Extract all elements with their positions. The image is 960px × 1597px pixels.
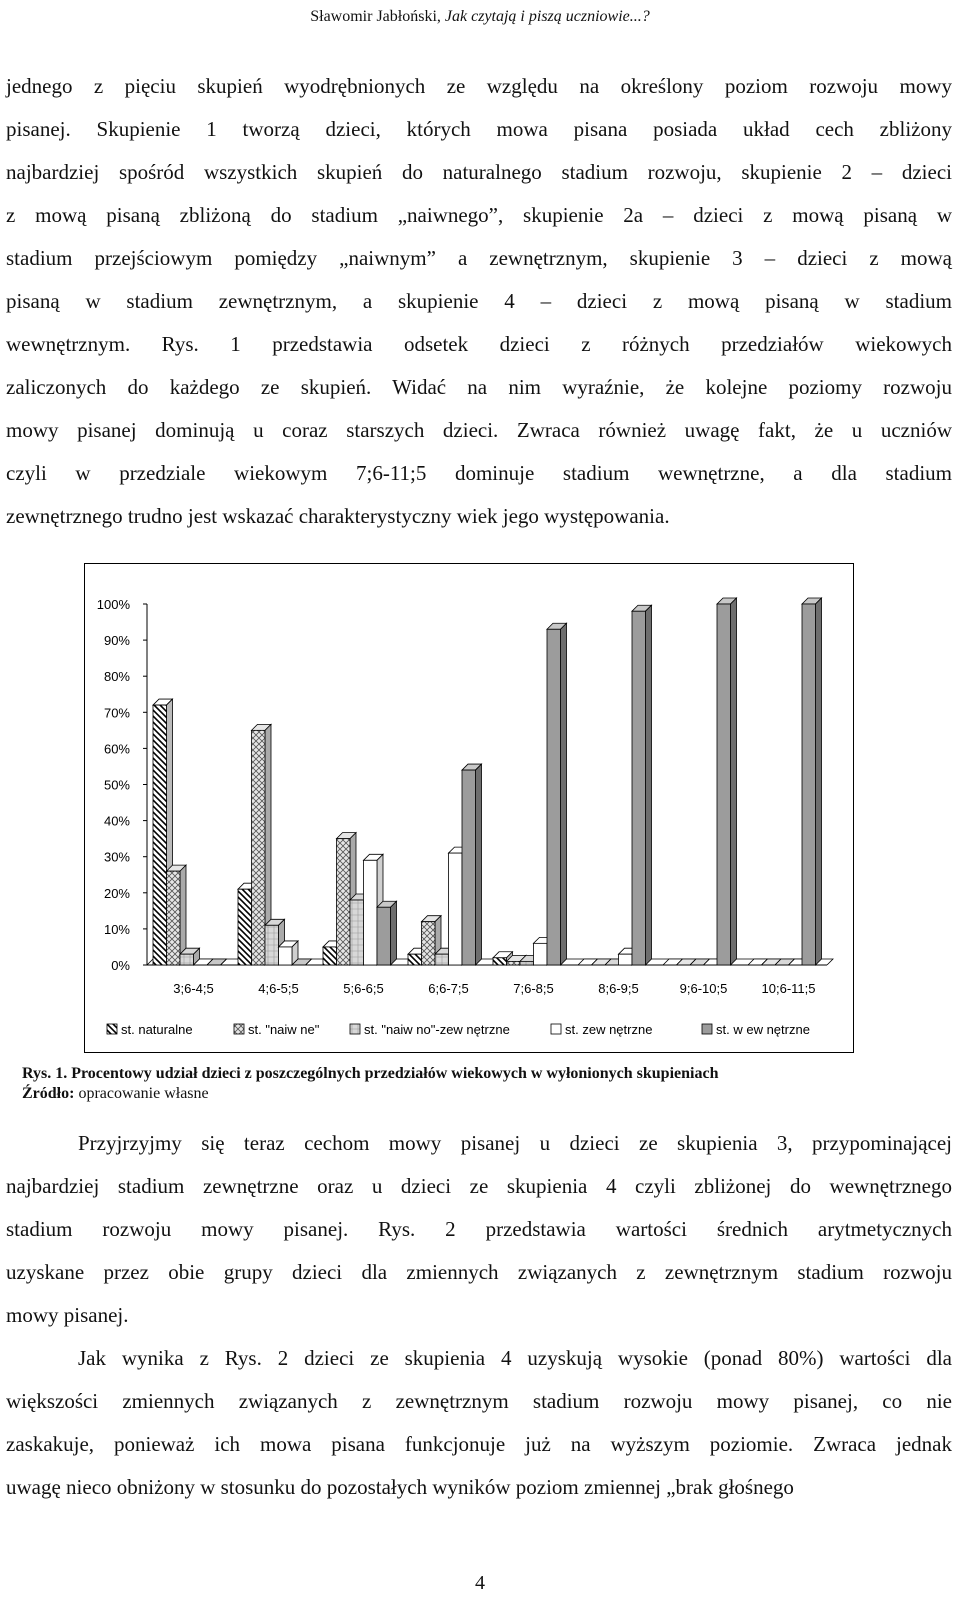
y-tick-label: 40%: [103, 813, 130, 829]
paragraph-2: [6, 1122, 952, 1337]
text-line: najbardziej stadium zewnętrzne oraz u dzieci ze skupienia 4 czyli zbliżonej do wewnętrznego: [6, 1174, 952, 1198]
y-tick-label: 80%: [103, 669, 130, 685]
legend-swatch: [350, 1024, 360, 1034]
x-tick-label: 3;6-4;5: [173, 981, 214, 996]
legend-swatch: [551, 1024, 561, 1034]
y-tick-label: 70%: [103, 705, 130, 721]
x-tick-label: 5;6-6;5: [343, 981, 384, 996]
text-line: większości zmiennych związanych z zewnętrznym stadium rozwoju mowy pisanej, co nie: [6, 1389, 952, 1413]
legend-swatch: [107, 1024, 117, 1034]
legend-label: st. w ew nętrzne: [716, 1022, 810, 1037]
x-tick-label: 8;6-9;5: [598, 981, 639, 996]
y-tick-label: 0%: [111, 958, 130, 973]
legend-swatch: [702, 1024, 712, 1034]
x-tick-label: 10;6-11;5: [761, 981, 816, 996]
legend-label: st. "naiw no"-zew nętrzne: [364, 1022, 510, 1037]
legend-swatch: [234, 1024, 244, 1034]
y-tick-label: 50%: [103, 777, 130, 793]
bar: [547, 623, 567, 965]
caption-source-label: Źródło:: [22, 1085, 75, 1102]
text-line: zaskakuje, ponieważ ich mowa pisana funkcjonuje już na wyższym poziomie. Zwraca jednak: [6, 1432, 952, 1456]
y-tick-label: 30%: [103, 849, 130, 865]
text-line: Przyjrzyjmy się teraz cechom mowy pisanej u dzieci ze skupienia 3, przypominającej: [78, 1131, 952, 1155]
legend-label: st. naturalne: [121, 1022, 193, 1037]
x-tick-label: 4;6-5;5: [258, 981, 299, 996]
bar-chart-figure: [84, 563, 854, 1053]
y-tick-label: 20%: [103, 885, 130, 901]
text-line: zewnętrznego trudno jest wskazać charakterystyczny wiek jego występowania.: [6, 504, 670, 528]
paragraph-1: [6, 65, 952, 538]
y-tick-label: 60%: [103, 741, 130, 757]
x-tick-label: 7;6-8;5: [513, 981, 554, 996]
page-number: 4: [475, 1572, 485, 1594]
text-line: wewnętrznym. Rys. 1 przedstawia odsetek dzieci z różnych przedziałów wiekowych: [6, 332, 952, 356]
text-line: stadium przejściowym pomiędzy „naiwnym” a zewnętrznym, skupienie 3 – dzieci z mową: [6, 246, 952, 270]
text-line: zaliczonych do każdego ze skupień. Widać na nim wyraźnie, że kolejne poziomy rozwoju: [6, 375, 952, 399]
text-line: uzyskane przez obie grupy dzieci dla zmiennych związanych z zewnętrznym stadium rozwoju: [6, 1260, 952, 1284]
bar: [717, 598, 737, 965]
legend-label: st. "naiw ne": [248, 1022, 320, 1037]
caption-title: Rys. 1. Procentowy udział dzieci z poszczególnych przedziałów wiekowych w wyłonionych skupieniach: [22, 1065, 719, 1082]
bar: [167, 865, 187, 965]
text-line: najbardziej spośród wszystkich skupień do naturalnego stadium rozwoju, skupienie 2 – dzieci: [6, 160, 952, 184]
bar-chart: [85, 564, 853, 1052]
x-tick-label: 6;6-7;5: [428, 981, 469, 996]
text-line: Jak wynika z Rys. 2 dzieci ze skupienia 4 uzyskują wysokie (ponad 80%) wartości dla: [78, 1346, 952, 1370]
text-line: pisaną w stadium zewnętrznym, a skupienie 4 – dzieci z mową pisaną w stadium: [6, 289, 952, 313]
running-header: [0, 8, 960, 26]
y-tick-label: 90%: [103, 633, 130, 649]
text-line: uwagę nieco obniżony w stosunku do pozostałych wyników poziom zmiennej „brak głośnego: [6, 1475, 794, 1499]
y-tick-label: 100%: [96, 597, 130, 612]
text-line: z mową pisaną zbliżoną do stadium „naiwnego”, skupienie 2a – dzieci z mową pisaną w: [6, 203, 952, 227]
figure-caption: [22, 1064, 718, 1104]
header-title: Jak czytają i piszą uczniowie...?: [444, 8, 650, 25]
bar: [802, 598, 822, 965]
text-line: stadium rozwoju mowy pisanej. Rys. 2 przedstawia wartości średnich arytmetycznych: [6, 1217, 952, 1241]
text-line: mowy pisanej.: [6, 1303, 129, 1327]
legend-label: st. zew nętrzne: [565, 1022, 653, 1037]
text-line: pisanej. Skupienie 1 tworzą dzieci, których mowa pisana posiada układ cech zbliżony: [6, 117, 952, 141]
caption-source-text: opracowanie własne: [78, 1085, 209, 1102]
bar: [462, 764, 482, 965]
bar: [377, 901, 397, 965]
text-line: mowy pisanej dominują u coraz starszych dzieci. Zwraca również uwagę fakt, że u uczniów: [6, 418, 952, 442]
text-line: czyli w przedziale wiekowym 7;6-11;5 dominuje stadium wewnętrzne, a dla stadium: [6, 461, 952, 485]
y-tick-label: 10%: [103, 921, 130, 937]
header-author: Sławomir Jabłoński,: [310, 8, 441, 25]
bar: [632, 605, 652, 965]
paragraph-3: [6, 1337, 952, 1509]
x-tick-label: 9;6-10;5: [679, 981, 728, 996]
text-line: jednego z pięciu skupień wyodrębnionych ze względu na określony poziom rozwoju mowy: [6, 74, 952, 98]
